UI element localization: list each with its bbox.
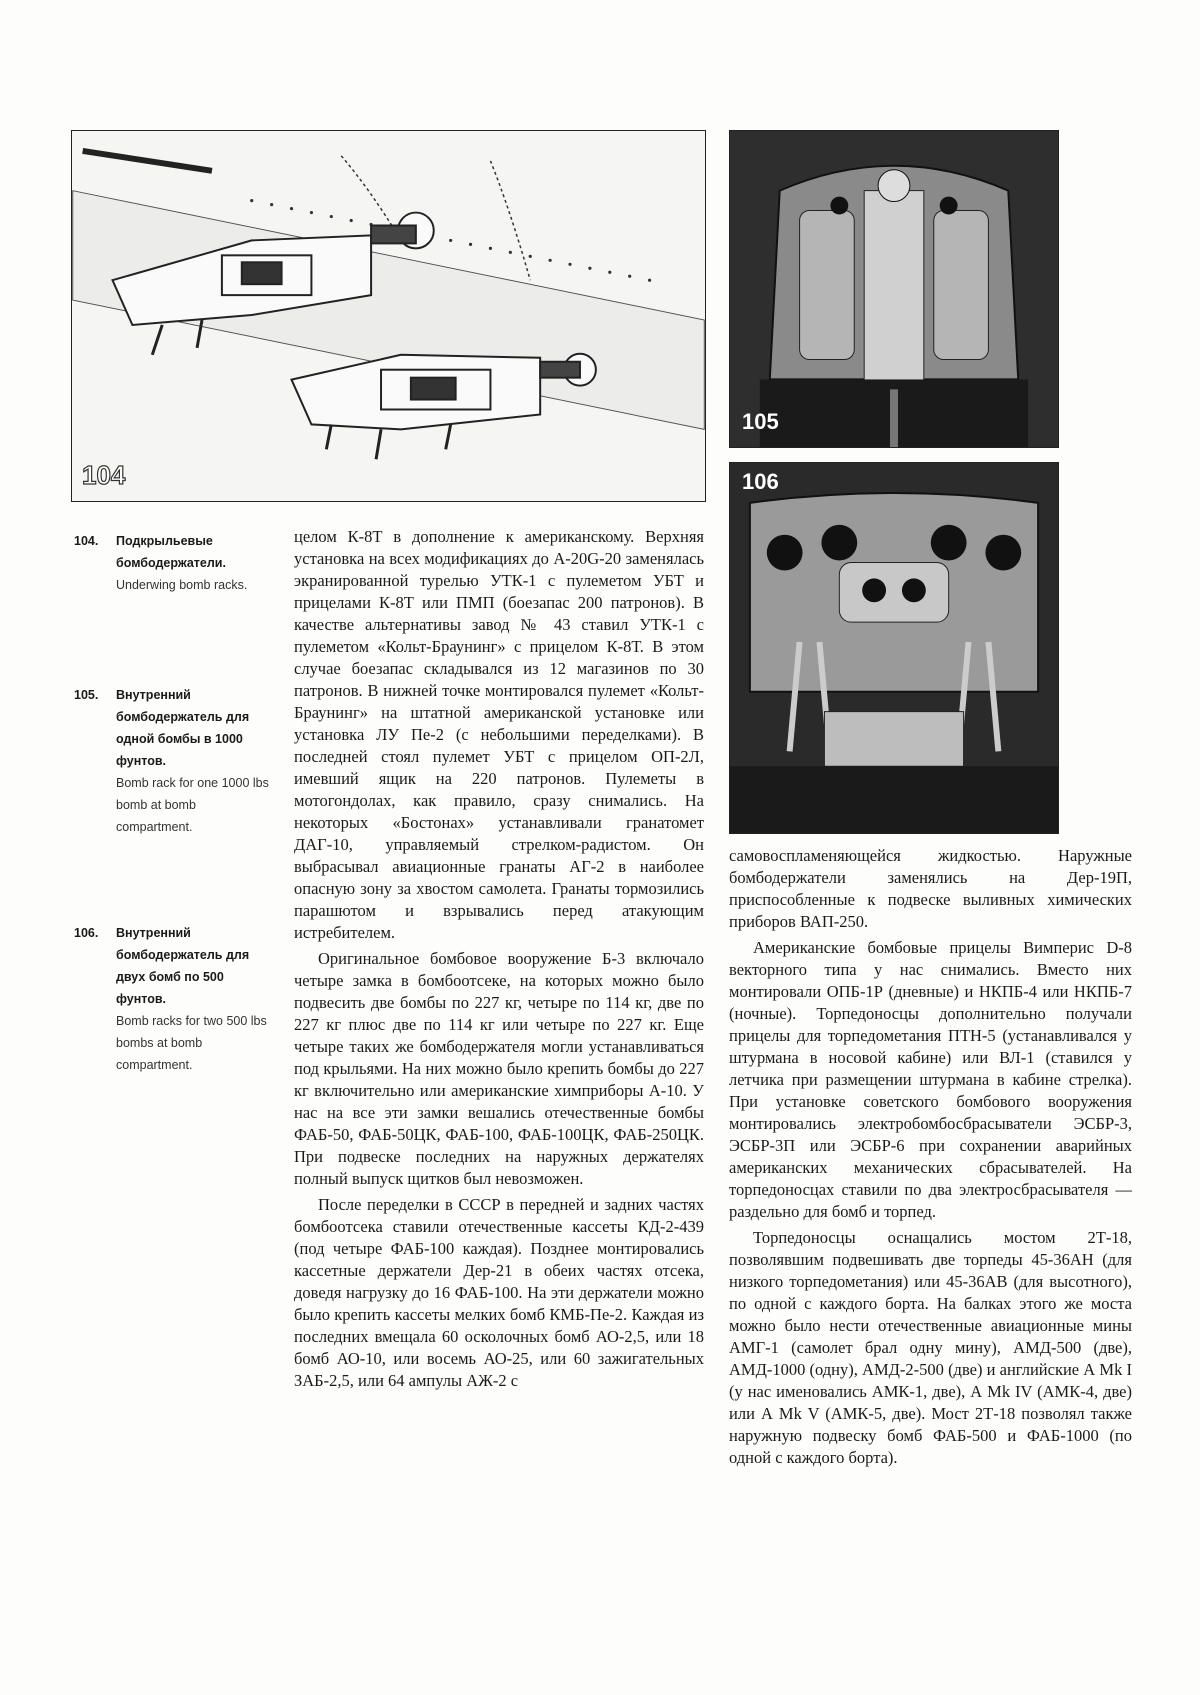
caption-106 <box>74 922 274 1076</box>
double-bomb-racks-photo <box>730 463 1058 833</box>
caption-number: 104. <box>74 534 99 548</box>
figure-number-105: 105 <box>742 409 779 434</box>
caption-russian: Внутренний бомбодержатель для одной бомбы в 1000 фунтов. <box>116 688 250 768</box>
figure-106-double-bomb-racks <box>729 462 1059 834</box>
paragraph: целом К-8Т в дополнение к американскому. Верхняя установка на всех модификациях до А-20G-20 заменялась экранированной турелью УТК-1 с пулеметом УБТ и прицелами К-8Т или ПМП (боезапас 200 патронов). В качестве альтернативы завод № 43 ставил УТК-1 с пулеметом «Кольт-Браунинг» с прицелом К-8Т. В этом случае боезапас складывался из 12 магазинов по 30 патронов. В нижней точке монтировался пулемет «Кольт-Браунинг» на штатной американской установке или установка ЛУ Пе-2 (с небольшими переделками). В последней стоял пулемет УБТ с прицелом ОП-2Л, имевший ящик на 220 патронов. Пулеметы в мотогондолах, как правило, сразу снимались. На некоторых «Бостонах» устанавливали гранатомет ДАГ-10, управляемый стрелком-радистом. Он выбрасывал авиационные гранаты АГ-2 в наиболее опасную зону за хвостом самолета. Гранаты тормозились парашютом и взрывались перед атакующим истребителем. <box>294 527 704 942</box>
figure-number-104: 104 <box>82 460 126 490</box>
caption-104 <box>74 530 274 596</box>
caption-russian: Подкрыльевые бомбодержатели. <box>116 534 226 570</box>
figure-104-underwing-racks <box>71 130 706 502</box>
caption-english: Underwing bomb racks. <box>116 578 248 592</box>
caption-russian: Внутренний бомбодержатель для двух бомб по 500 фунтов. <box>116 926 250 1006</box>
caption-number: 105. <box>74 688 99 702</box>
figure-105-single-bomb-rack <box>729 130 1059 448</box>
caption-english: Bomb rack for one 1000 lbs bomb at bomb compartment. <box>116 776 269 834</box>
figure-number-106: 106 <box>742 469 779 494</box>
text-column-right <box>729 845 1132 1469</box>
paragraph: Американские бомбовые прицелы Вимперис D-8 векторного типа у нас снимались. Вместо них монтировали ОПБ-1Р (дневные) и НКПБ-4 или НКПБ-7 (ночные). Торпедоносцы дополнительно получали прицелы для торпедометания ПТН-5 (устанавливался у штурмана в носовой кабине) или ВЛ-1 (ставился у летчика при размещении штурмана в кабине стрелка). При установке советского бомбового вооружения монтировались электробомбосбрасыватели ЭСБР-3, ЭСБР-3П или ЭСБР-6 при сохранении аварийных американских механических сбрасывателей. На торпедоносцах ставили по два электросбрасывателя — раздельно для бомб и торпед. <box>729 938 1132 1221</box>
text-column-middle <box>294 526 704 1392</box>
caption-english: Bomb racks for two 500 lbs bombs at bomb compartment. <box>116 1014 267 1072</box>
paragraph: самовоспламеняющейся жидкостью. Наружные бомбодержатели заменялись на Дер-19П, приспособленные к подвеске выливных химических приборов ВАП-250. <box>729 846 1132 931</box>
single-bomb-rack-photo <box>730 131 1058 447</box>
paragraph: Торпедоносцы оснащались мостом 2Т-18, позволявшим подвешивать две торпеды 45-36АН (для низкого торпедометания) или 45-36АВ (для высотного), по одной с каждого борта. На балках этого же моста можно было нести отечественные авиационные мины АМГ-1 (самолет брал одну мину), АМД-500 (две), АМД-1000 (одну), АМД-2-500 (две) и английские А Mk I (у нас именовались АМК-1, две), А Mk IV (АМК-4, две) или А Mk V (АМК-5, две). Мост 2Т-18 позволял также наружную подвеску бомб ФАБ-500 и ФАБ-1000 (по одной с каждого борта). <box>729 1228 1132 1467</box>
paragraph: Оригинальное бомбовое вооружение Б-3 включало четыре замка в бомбоотсеке, на которых можно было подвесить две бомбы по 227 кг, четыре по 114 кг, две по 227 кг плюс две по 114 кг или четыре по 227 кг. Еще четыре таких же бомбодержателя могли устанавливаться под крыльями. На них можно было крепить бомбы до 227 кг включительно или американские химприборы А-10. У нас на все эти замки вешались отечественные бомбы ФАБ-50, ФАБ-50ЦК, ФАБ-100, ФАБ-100ЦК, ФАБ-250ЦК. При подвеске последних на наружных держателях полный выпуск щитков был невозможен. <box>294 949 704 1188</box>
caption-number: 106. <box>74 926 99 940</box>
paragraph: После переделки в СССР в передней и задних частях бомбоотсека ставили отечественные кассеты КД-2-439 (под четыре ФАБ-100 каждая). Позднее монтировались кассетные держатели Дер-21 в обеих частях отсека, доведя нагрузку до 16 ФАБ-100. На эти держатели можно было крепить кассеты мелких бомб КМБ-Пе-2. Каждая из последних вмещала 60 осколочных бомб АО-2,5, или 18 бомб АО-10, или восемь АО-25, или 60 зажигательных ЗАБ-2,5, или 64 ампулы АЖ-2 с <box>294 1195 704 1390</box>
caption-105 <box>74 684 274 838</box>
underwing-racks-drawing <box>72 131 705 501</box>
